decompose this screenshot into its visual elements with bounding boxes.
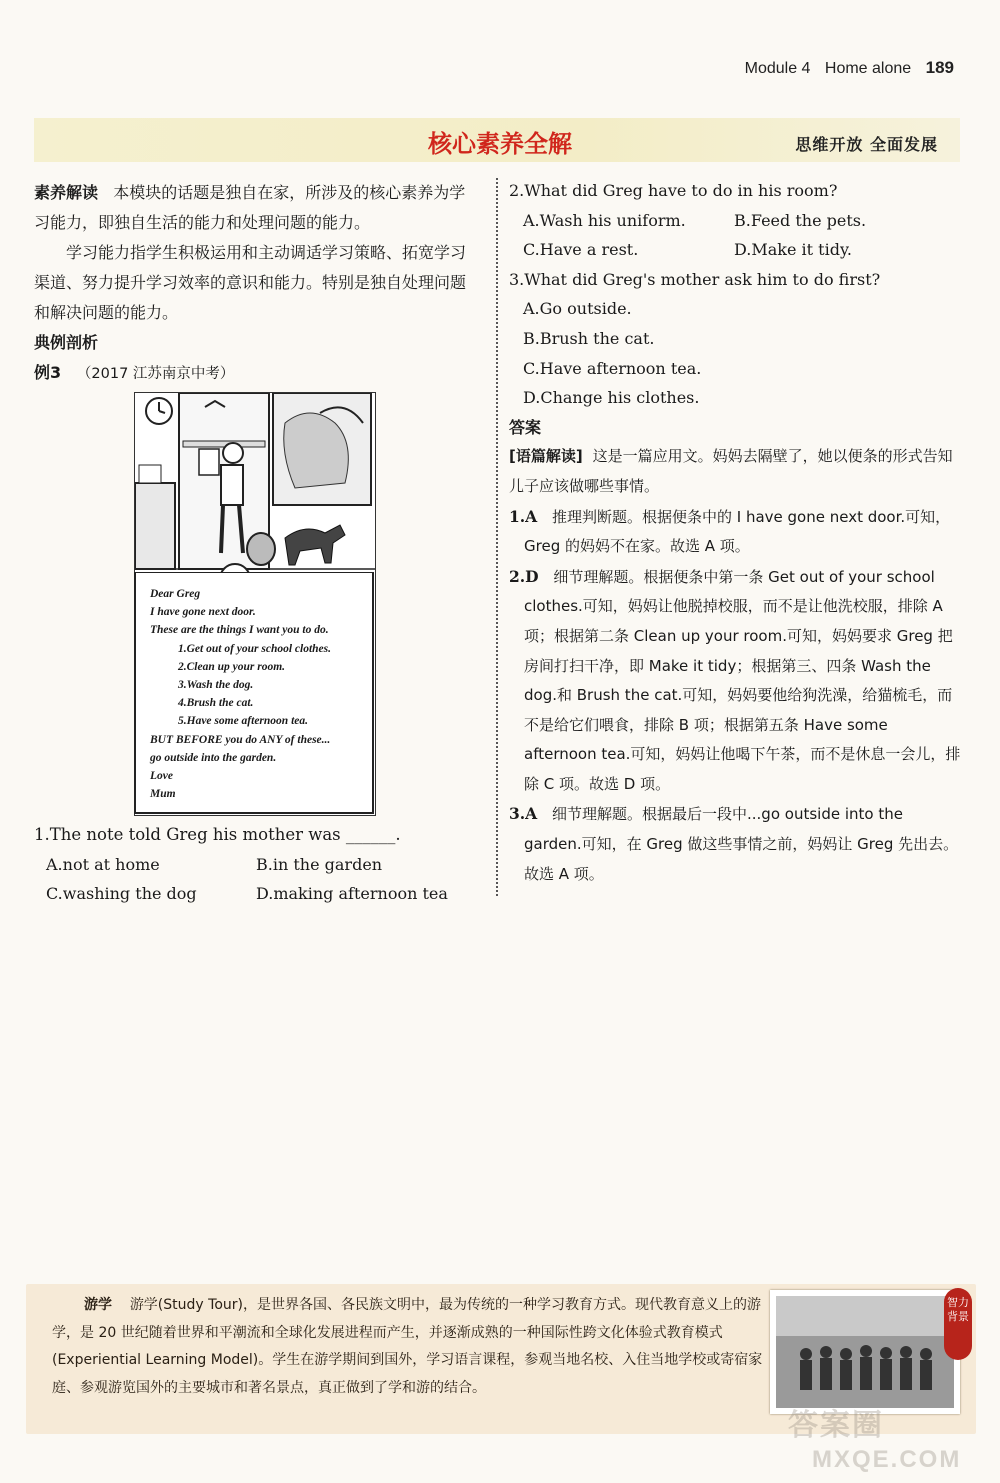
answers-title: 答案 (509, 417, 542, 437)
watermark-logo: 答案圈 (788, 1408, 884, 1443)
option-d: D.Make it tidy. (734, 240, 852, 260)
note-line-3: BUT BEFORE you do ANY of these... (150, 733, 331, 746)
passage-label: [语篇解读] (509, 447, 583, 466)
background-knowledge-stamp: 智力背景 (944, 1288, 972, 1360)
note-item: 4.Brush the cat. (178, 697, 254, 710)
question-1 (34, 820, 480, 909)
column-divider (496, 178, 498, 896)
question-2-stem: 2.What did Greg have to do in his room? (509, 181, 838, 200)
example-label: 例3 (34, 363, 62, 382)
option-a: A.Go outside. (523, 299, 632, 319)
note-item: 3.Wash the dog. (178, 679, 254, 692)
option-d: D.Change his clothes. (523, 388, 700, 408)
option-d: D.making afternoon tea (256, 884, 448, 903)
option-b: B.Brush the cat. (523, 328, 655, 348)
home-scene-illustration (135, 393, 375, 573)
note-item: 5.Have some afternoon tea. (178, 715, 308, 728)
answer-explanation: 推理判断题。根据便条中的 I have gone next door.可知，Greg 的妈妈不在家。故选 A 项。 (524, 507, 951, 556)
note-line-4: go outside into the garden. (150, 751, 277, 764)
answer-number: 1.A (509, 506, 538, 526)
answer-explanation: 细节理解题。根据最后一段中...go outside into the garden.可知，在 Greg 做这些事情之前，妈妈让 Greg 先出去。故选 A 项。 (524, 805, 959, 883)
footer-text: 游学(Study Tour)，是世界各国、各民族文明中，最为传统的一种学习教育方式。现代教育意义上的游学，是 20 世纪随着世界和平潮流和全球化发展进程而产生，并逐渐成熟的一种国际性跨文化体验式教育模式(Experiential Learning Model)。学生在游学期间到国外，学习语言课程，参观当地名校、入住当地学校或寄宿家庭、参观游览国外的主要城市和著名景点，真正做到了学和游的结合。 (52, 1297, 763, 1396)
page-header (745, 58, 954, 78)
footer-text-block (52, 1292, 764, 1402)
note-item: 2.Clean up your room. (178, 660, 286, 673)
example-section-title: 典例剖析 (34, 333, 99, 352)
banner-title: 核心素养全解 (428, 130, 572, 158)
passage-analysis (509, 442, 961, 501)
literacy-text-1: 本模块的话题是独自在家，所涉及的核心素养为学习能力，即独自生活的能力和处理问题的能力。 (34, 183, 466, 232)
note-line-2: These are the things I want you to do. (150, 624, 329, 637)
topic-label: Home alone (824, 60, 912, 77)
option-c: C.washing the dog (46, 884, 197, 903)
note-signature: Mum (150, 788, 176, 801)
banner-subtitle: 思维开放 全面发展 (795, 135, 938, 154)
watermark-url: MXQE.COM (812, 1446, 962, 1473)
note-closing: Love (150, 770, 173, 783)
question-1-options (34, 850, 480, 909)
question-2-options (509, 206, 961, 265)
literacy-label: 素养解读 (34, 183, 99, 202)
option-c: C.Have afternoon tea. (523, 358, 702, 378)
option-b: B.in the garden (256, 854, 383, 874)
note-item: 1.Get out of your school clothes. (178, 642, 332, 655)
study-tour-photo (770, 1290, 960, 1414)
example-heading (34, 358, 480, 389)
page-number: 189 (925, 58, 954, 77)
note-card (134, 572, 374, 814)
group-photo-image (776, 1296, 954, 1408)
question-3-stem: 3.What did Greg's mother ask him to do first? (509, 269, 881, 289)
example-source: （2017 江苏南京中考） (76, 366, 235, 382)
note-line-1: I have gone next door. (150, 606, 256, 619)
literacy-paragraph-1 (34, 178, 480, 238)
answer-item-3 (509, 799, 961, 889)
question-1-stem: 1.The note told Greg his mother was ______. (34, 825, 401, 844)
note-greeting: Dear Greg (150, 588, 201, 600)
module-label: Module 4 (744, 60, 811, 77)
answer-item-2 (509, 562, 961, 800)
left-column-top (34, 178, 480, 389)
literacy-paragraph-2: 学习能力指学生积极运用和主动调适学习策略、拓宽学习渠道、努力提升学习效率的意识和能力。特别是独自处理问题和解决问题的能力。 (34, 243, 467, 322)
option-a: A.not at home (46, 854, 160, 874)
answer-explanation: 细节理解题。根据便条中第一条 Get out of your school clothes.可知，妈妈让他脱掉校服，而不是让他洗校服，排除 A 项；根据第二条 Clean up your room.可知，妈妈要求 Greg 把房间打扫干净，即 Make it tidy；根据第三、四条 Wash the dog.和 Brush the cat.可知，妈妈要他给狗洗澡，给猫梳毛，而不是给它们喂食，排除 B 项；根据第五条 Have some afternoon tea.可知，妈妈让他喝下午茶，而不是休息一会儿，排除 C 项。故选 D 项。 (524, 567, 961, 793)
footer-label: 游学 (84, 1297, 112, 1313)
option-c: C.Have a rest. (523, 240, 639, 260)
option-b: B.Feed the pets. (734, 210, 867, 230)
answer-item-1 (509, 502, 961, 562)
answer-number: 2.D (509, 566, 539, 586)
option-a: A.Wash his uniform. (523, 210, 686, 230)
answer-number: 3.A (509, 804, 538, 824)
right-column (509, 176, 961, 889)
passage-text: 这是一篇应用文。妈妈去隔壁了，她以便条的形式告知儿子应该做哪些事情。 (509, 447, 953, 495)
